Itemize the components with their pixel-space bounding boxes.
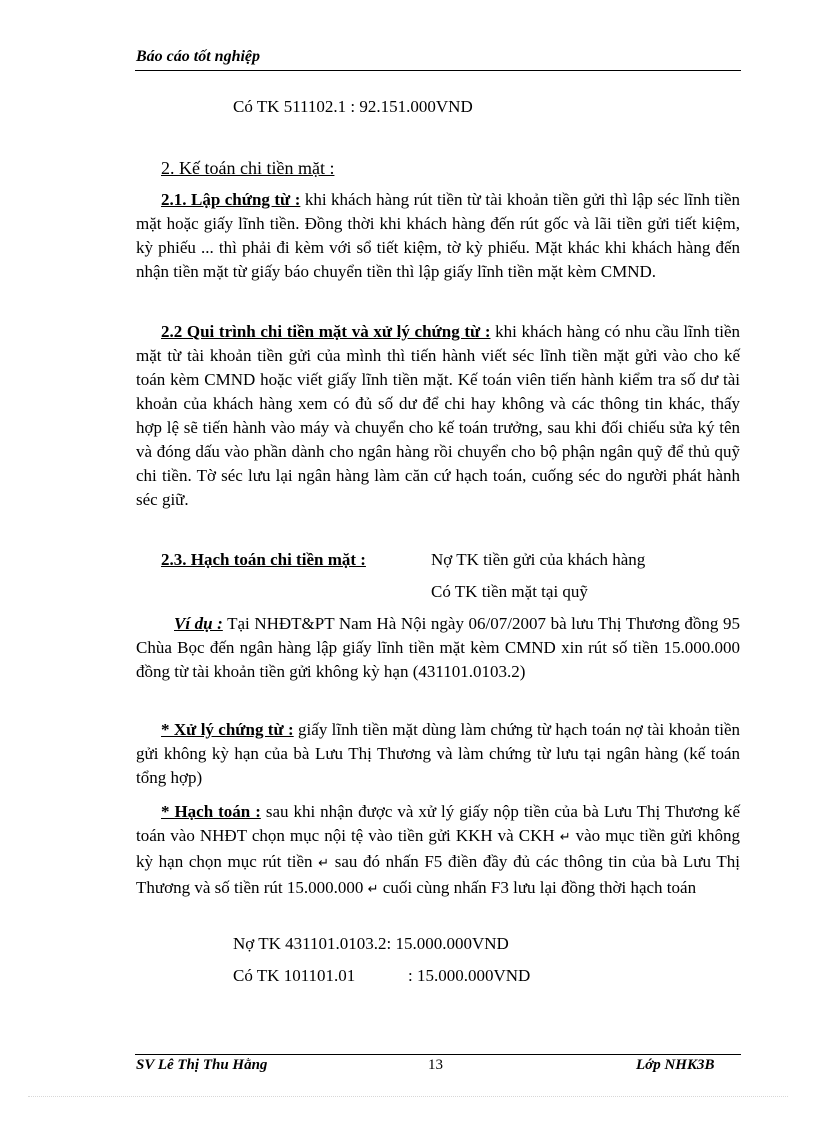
section-2-title-text: 2. Kế toán chi tiền mặt : [161, 158, 335, 178]
section-2-1-heading: 2.1. Lập chứng từ : [161, 190, 301, 209]
section-2-2-paragraph [136, 320, 740, 512]
section-2-1-text: khi khách hàng rút tiền từ tài khoản tiền gửi thì lập séc lĩnh tiền mặt hoặc giấy lĩnh tiền. Đồng thời khi khách hàng đến rút gốc và lãi tiền gửi tiết kiệm, kỳ phiếu ... thì phải đi kèm với sổ tiết kiệm, tờ kỳ phiếu. Mặt khác khi khách hàng đến nhận tiền mặt từ giấy báo chuyển tiền thì lập giấy lĩnh tiền mặt kèm CMND. [136, 190, 740, 281]
header-title: Báo cáo tốt nghiệp [136, 48, 261, 65]
return-icon: ↵ [367, 882, 379, 897]
hachtoan-text-4: cuối cùng nhấn F3 lưu lại đồng thời hạch toán [378, 878, 697, 897]
hachtoan-text-2: vào mục tiền gửi không kỳ hạn chọn mục rút tiền [136, 826, 740, 871]
xuly-paragraph [136, 718, 740, 790]
section-2-2-heading: 2.2 Qui trình chi tiền mặt và xử lý chứng từ : [161, 322, 491, 341]
entry-credit-label: Có TK 101101.01 [233, 966, 356, 985]
hachtoan-heading: * Hạch toán : [161, 802, 261, 821]
header-rule [135, 70, 741, 71]
section-2-2-text: khi khách hàng có nhu cầu lĩnh tiền mặt từ tài khoản tiền gửi của mình thì tiến hành viết séc lĩnh tiền mặt gửi vào cho kế toán kèm CMND hoặc viết giấy lĩnh tiền mặt. Kế toán viên tiến hành kiểm tra số dư tài khoản của khách hàng xem có đủ số dư để chi hay không và các thông tin khác, thấy hợp lệ sẽ tiến hành vào máy và chuyển cho kế toán trưởng, sau khi đối chiếu sửa ký tên và đóng dấu vào phần dành cho ngân hàng rồi chuyển cho bộ phận ngân quỹ để thủ quỹ chi tiền. Tờ séc lưu lại ngân hàng làm căn cứ hạch toán, cuống séc do người phát hành séc giữ. [136, 322, 740, 509]
example-paragraph [136, 612, 740, 684]
footer-student: SV Lê Thị Thu Hằng [136, 1057, 268, 1073]
footer-page-number: 13 [428, 1057, 443, 1073]
footer-class: Lớp NHK3B [636, 1057, 715, 1073]
page-bottom-divider [28, 1096, 788, 1097]
section-2-3-heading-text: 2.3. Hạch toán chi tiền mặt : [161, 550, 366, 569]
section-2-3-heading [161, 548, 366, 572]
line-co-tk-511: Có TK 511102.1 : 92.151.000VND [233, 97, 473, 116]
hachtoan-paragraph [136, 800, 740, 902]
example-heading: Ví dụ : [174, 614, 223, 633]
hachtoan-text-3: sau đó nhấn F5 điền đầy đủ các thông tin của bà Lưu Thị Thương và số tiền rút 15.000.000 [136, 852, 740, 897]
example-text: Tại NHĐT&PT Nam Hà Nội ngày 06/07/2007 bà lưu Thị Thương đồng 95 Chùa Bọc đến ngân hàng lập giấy lĩnh tiền mặt kèm CMND xin rút số tiền 15.000.000 đồng từ tài khoản tiền gửi không kỳ hạn (431101.0103.2) [136, 614, 740, 681]
hachtoan-text-1: sau khi nhận được và xử lý giấy nộp tiền của bà Lưu Thị Thương kế toán vào NHĐT chọn mục nội tệ vào tiền gửi KKH và CKH [136, 802, 740, 845]
xuly-heading: * Xử lý chứng từ : [161, 720, 294, 739]
section-2-3-debit: Nợ TK tiền gửi của khách hàng [431, 550, 646, 569]
section-2-title [161, 156, 334, 180]
footer-rule [135, 1054, 741, 1055]
return-icon: ↵ [559, 830, 571, 845]
entry-debit: Nợ TK 431101.0103.2: 15.000.000VND [233, 934, 509, 953]
section-2-1-paragraph [136, 188, 740, 284]
section-2-3-credit: Có TK tiền mặt tại quỹ [431, 582, 588, 601]
xuly-text: giấy lĩnh tiền mặt dùng làm chứng từ hạch toán nợ tài khoản tiền gửi không kỳ hạn của bà Lưu Thị Thương và làm chứng từ lưu tại ngân hàng (kế toán tổng hợp) [136, 720, 740, 787]
entry-credit-value: : 15.000.000VND [408, 966, 531, 985]
return-icon: ↵ [318, 856, 330, 871]
